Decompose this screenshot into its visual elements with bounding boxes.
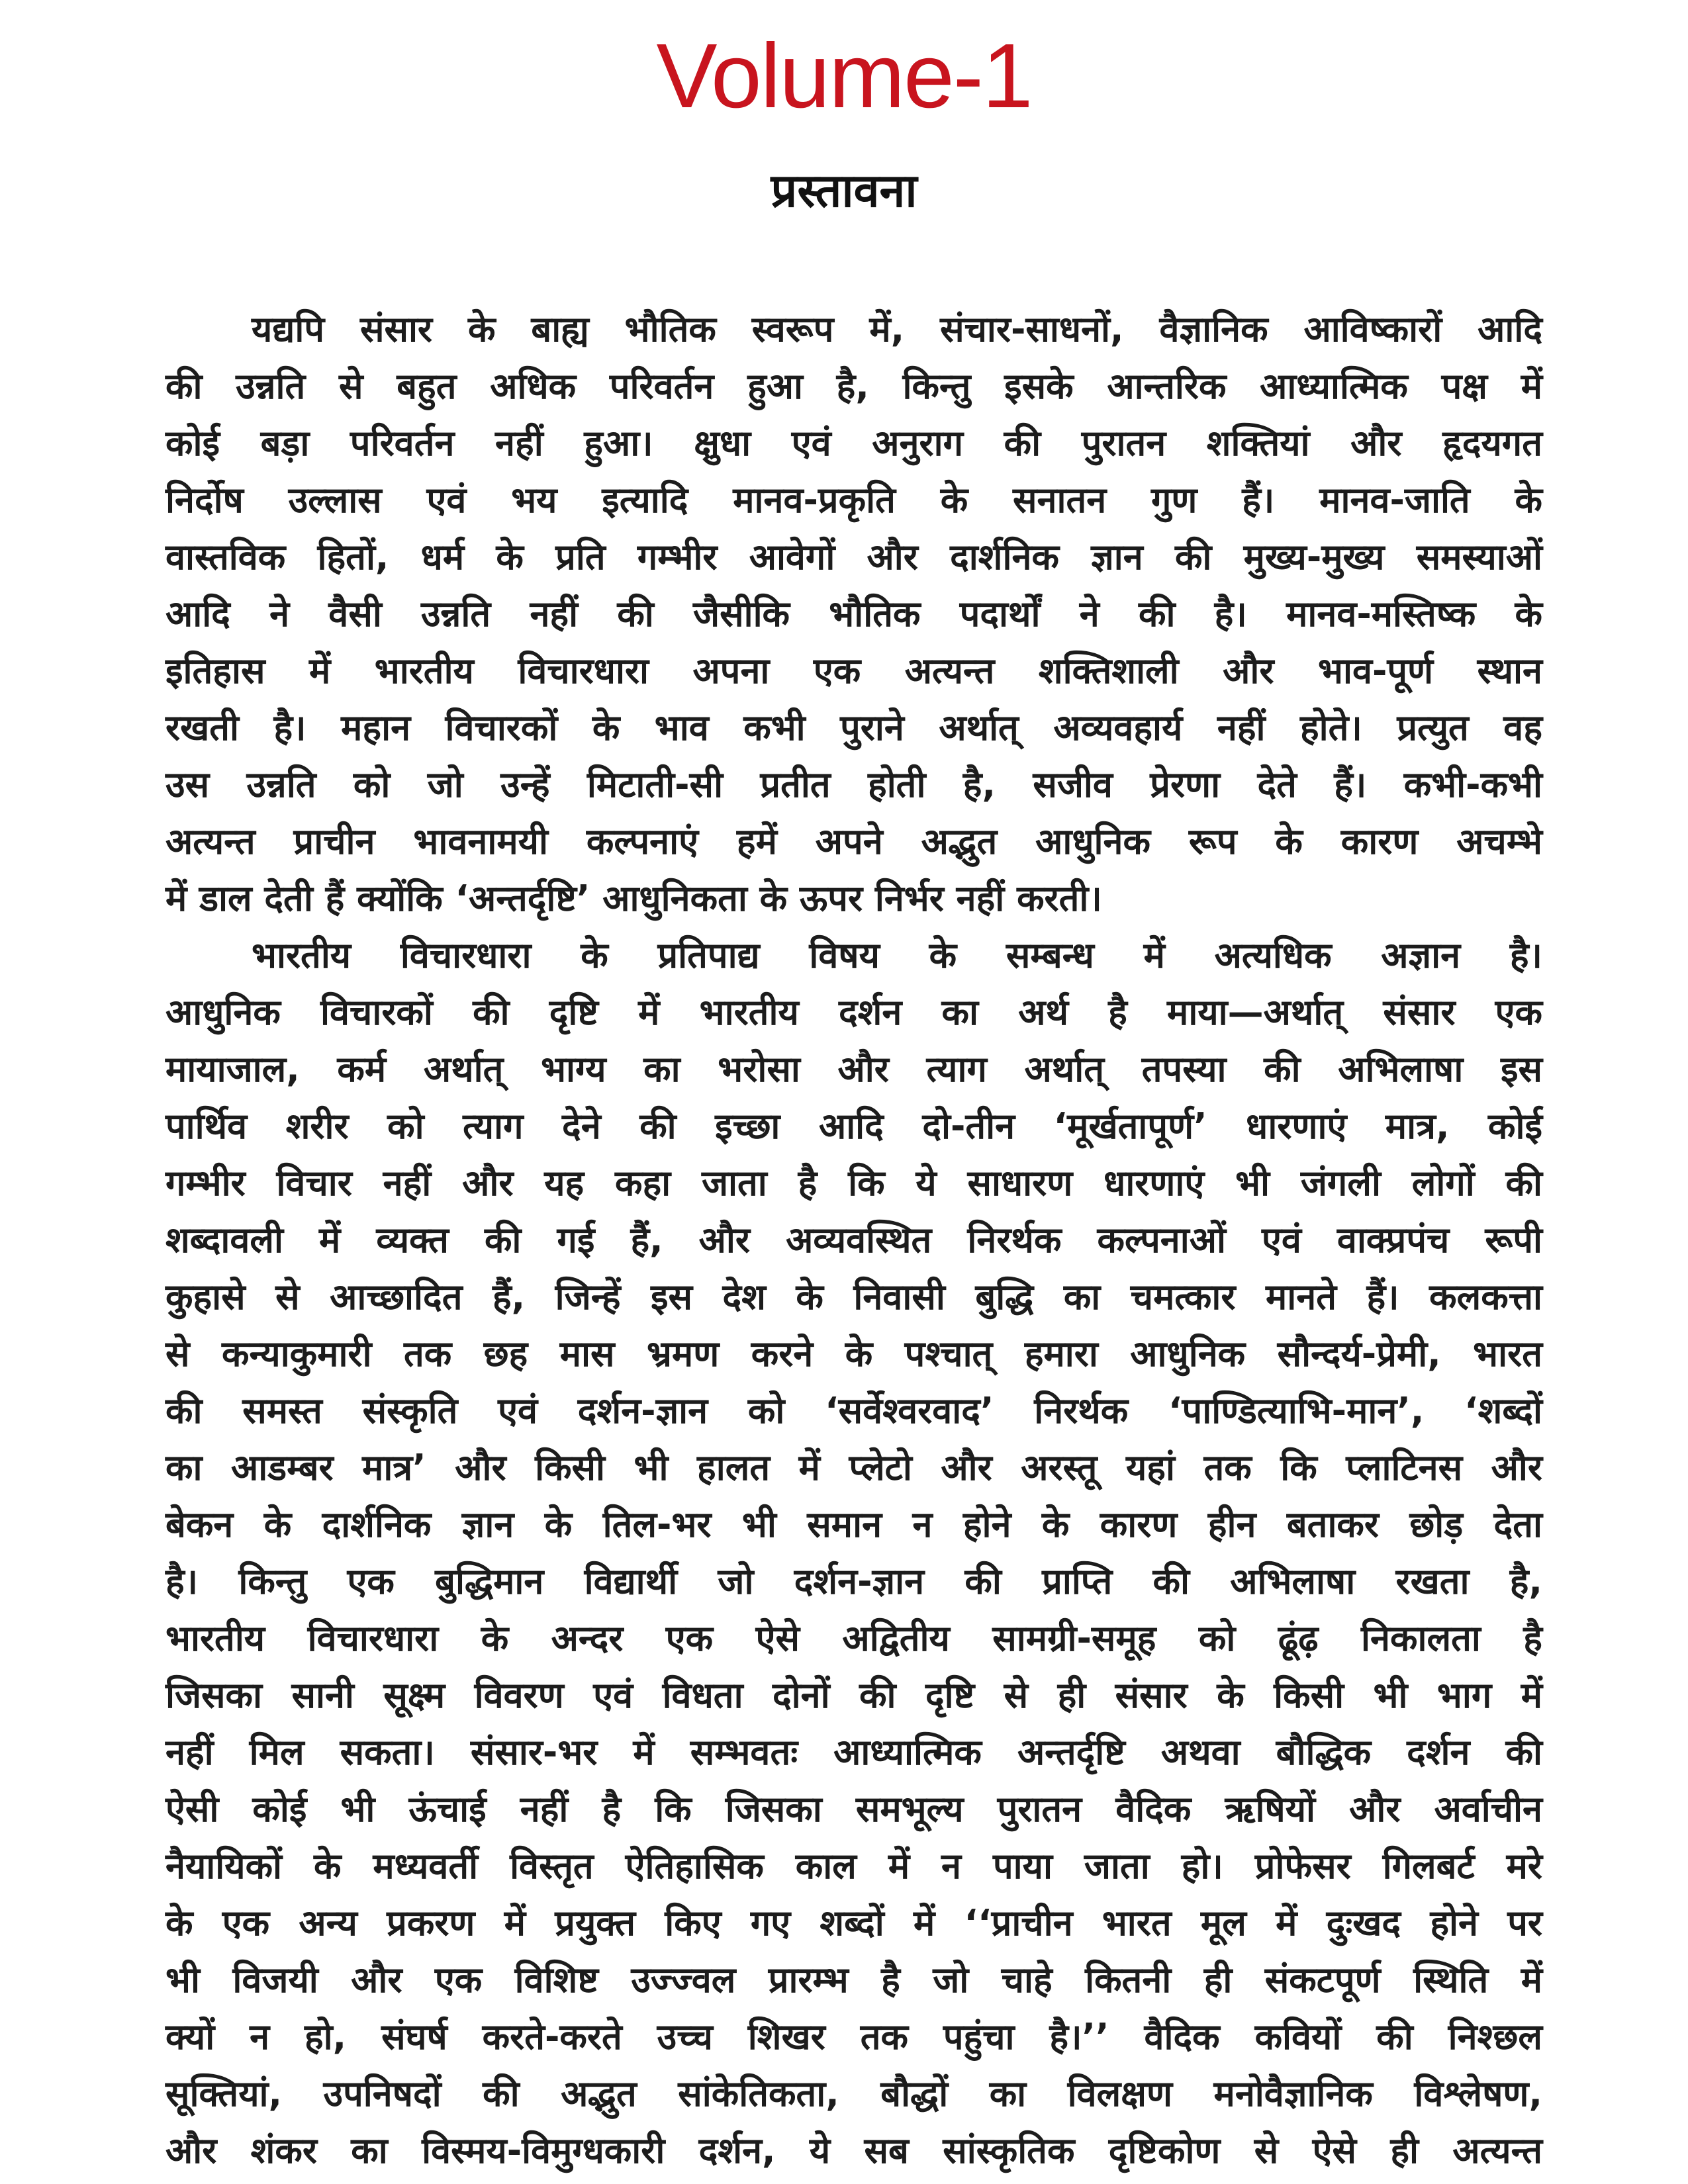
volume-title: Volume-1	[656, 25, 1032, 127]
text-line: सूक्तियां, उपनिषदों की अद्भुत सांकेतिकता, बौद्धों का विलक्षण मनोवैज्ञानिक विश्लेषण,	[165, 2073, 1542, 2115]
chapter-heading: प्रस्तावना	[771, 163, 917, 218]
text-line: की उन्नति से बहुत अधिक परिवर्तन हुआ है, किन्तु इसके आन्तरिक आध्यात्मिक पक्ष में	[165, 365, 1542, 407]
text-line: नैयायिकों के मध्यवर्ती विस्तृत ऐतिहासिक काल में न पाया जाता हो। प्रोफेसर गिलबर्ट मरे	[165, 1845, 1542, 1887]
text-line: अत्यन्त प्राचीन भावनामयी कल्पनाएं हमें अपने अद्भुत आधुनिक रूप के कारण अचम्भे	[165, 821, 1542, 862]
text-line: आदि ने वैसी उन्नति नहीं की जैसीकि भौतिक पदार्थों ने की है। मानव-मस्तिष्क के	[165, 593, 1542, 635]
text-line: और शंकर का विस्मय-विमुग्धकारी दर्शन, ये सब सांस्कृतिक दृष्टिकोण से ऐसे ही अत्यन्त	[165, 2130, 1542, 2171]
text-line: के एक अन्य प्रकरण में प्रयुक्त किए गए शब्दों में ‘‘प्राचीन भारत मूल में दुःखद होने पर	[165, 1902, 1542, 1944]
text-line: कुहासे से आच्छादित हैं, जिन्हें इस देश के निवासी बुद्धि का चमत्कार मानते हैं। कलकत्ता	[165, 1276, 1542, 1318]
text-line: गम्भीर विचार नहीं और यह कहा जाता है कि ये साधारण धारणाएं भी जंगली लोगों की	[165, 1162, 1542, 1204]
text-line: रखती है। महान विचारकों के भाव कभी पुराने अर्थात् अव्यवहार्य नहीं होते। प्रत्युत वह	[165, 707, 1542, 749]
text-line: वास्तविक हितों, धर्म के प्रति गम्भीर आवेगों और दार्शनिक ज्ञान की मुख्य-मुख्य समस्याओं	[165, 536, 1542, 578]
text-line: है। किन्तु एक बुद्धिमान विद्यार्थी जो दर्शन-ज्ञान की प्राप्ति की अभिलाषा रखता है,	[165, 1561, 1542, 1602]
text-line: नहीं मिल सकता। संसार-भर में सम्भवतः आध्यात्मिक अन्तर्दृष्टि अथवा बौद्धिक दर्शन की	[165, 1731, 1542, 1773]
text-line: क्यों न हो, संघर्ष करते-करते उच्च शिखर तक पहुंचा है।’’ वैदिक कवियों की निश्छल	[165, 2016, 1542, 2058]
text-line: मायाजाल, कर्म अर्थात् भाग्य का भरोसा और त्याग अर्थात् तपस्या की अभिलाषा इस	[165, 1048, 1542, 1090]
text-line: भी विजयी और एक विशिष्ट उज्ज्वल प्रारम्भ है जो चाहे कितनी ही संकटपूर्ण स्थिति में	[165, 1959, 1542, 2001]
text-line: से कन्याकुमारी तक छह मास भ्रमण करने के पश्चात् हमारा आधुनिक सौन्दर्य-प्रेमी, भारत	[165, 1333, 1542, 1375]
text-line: इतिहास में भारतीय विचारधारा अपना एक अत्यन्त शक्तिशाली और भाव-पूर्ण स्थान	[165, 650, 1542, 692]
text-line: जिसका सानी सूक्ष्म विवरण एवं विधता दोनों की दृष्टि से ही संसार के किसी भी भाग में	[165, 1674, 1542, 1716]
text-line: पार्थिव शरीर को त्याग देने की इच्छा आदि दो-तीन ‘मूर्खतापूर्ण’ धारणाएं मात्र, कोई	[165, 1105, 1542, 1147]
text-line: उस उन्नति को जो उन्हें मिटाती-सी प्रतीत होती है, सजीव प्रेरणा देते हैं। कभी-कभी	[165, 764, 1542, 805]
text-line: का आडम्बर मात्र’ और किसी भी हालत में प्लेटो और अरस्तू यहां तक कि प्लाटिनस और	[165, 1447, 1542, 1488]
text-line: में डाल देती हैं क्योंकि ‘अन्तर्दृष्टि’ आधुनिकता के ऊपर निर्भर नहीं करती।	[165, 878, 1102, 919]
text-line: भारतीय विचारधारा के अन्दर एक ऐसे अद्वितीय सामग्री-समूह को ढूंढ़ निकालता है	[165, 1617, 1542, 1659]
text-line: शब्दावली में व्यक्त की गई हैं, और अव्यवस्थित निरर्थक कल्पनाओं एवं वाक्प्रपंच रूपी	[165, 1219, 1542, 1261]
text-line: बेकन के दार्शनिक ज्ञान के तिल-भर भी समान न होने के कारण हीन बताकर छोड़ देता	[165, 1504, 1542, 1545]
text-line: कोई बड़ा परिवर्तन नहीं हुआ। क्षुधा एवं अनुराग की पुरातन शक्तियां और हृदयगत	[165, 422, 1542, 464]
text-line: भारतीय विचारधारा के प्रतिपाद्य विषय के सम्बन्ध में अत्यधिक अज्ञान है।	[252, 934, 1542, 976]
text-line: यद्यपि संसार के बाह्य भौतिक स्वरूप में, संचार-साधनों, वैज्ञानिक आविष्कारों आदि	[252, 308, 1542, 350]
text-line: ऐसी कोई भी ऊंचाई नहीं है कि जिसका समभूल्य पुरातन वैदिक ऋषियों और अर्वाचीन	[165, 1788, 1542, 1830]
text-line: निर्दोष उल्लास एवं भय इत्यादि मानव-प्रकृति के सनातन गुण हैं। मानव-जाति के	[165, 479, 1542, 521]
body-text	[165, 301, 1542, 2179]
text-line: की समस्त संस्कृति एवं दर्शन-ज्ञान को ‘सर्वेश्वरवाद’ निरर्थक ‘पाण्डित्याभि-मान’, ‘शब्दों	[165, 1390, 1542, 1432]
text-line: आधुनिक विचारकों की दृष्टि में भारतीय दर्शन का अर्थ है माया—अर्थात् संसार एक	[165, 991, 1542, 1033]
